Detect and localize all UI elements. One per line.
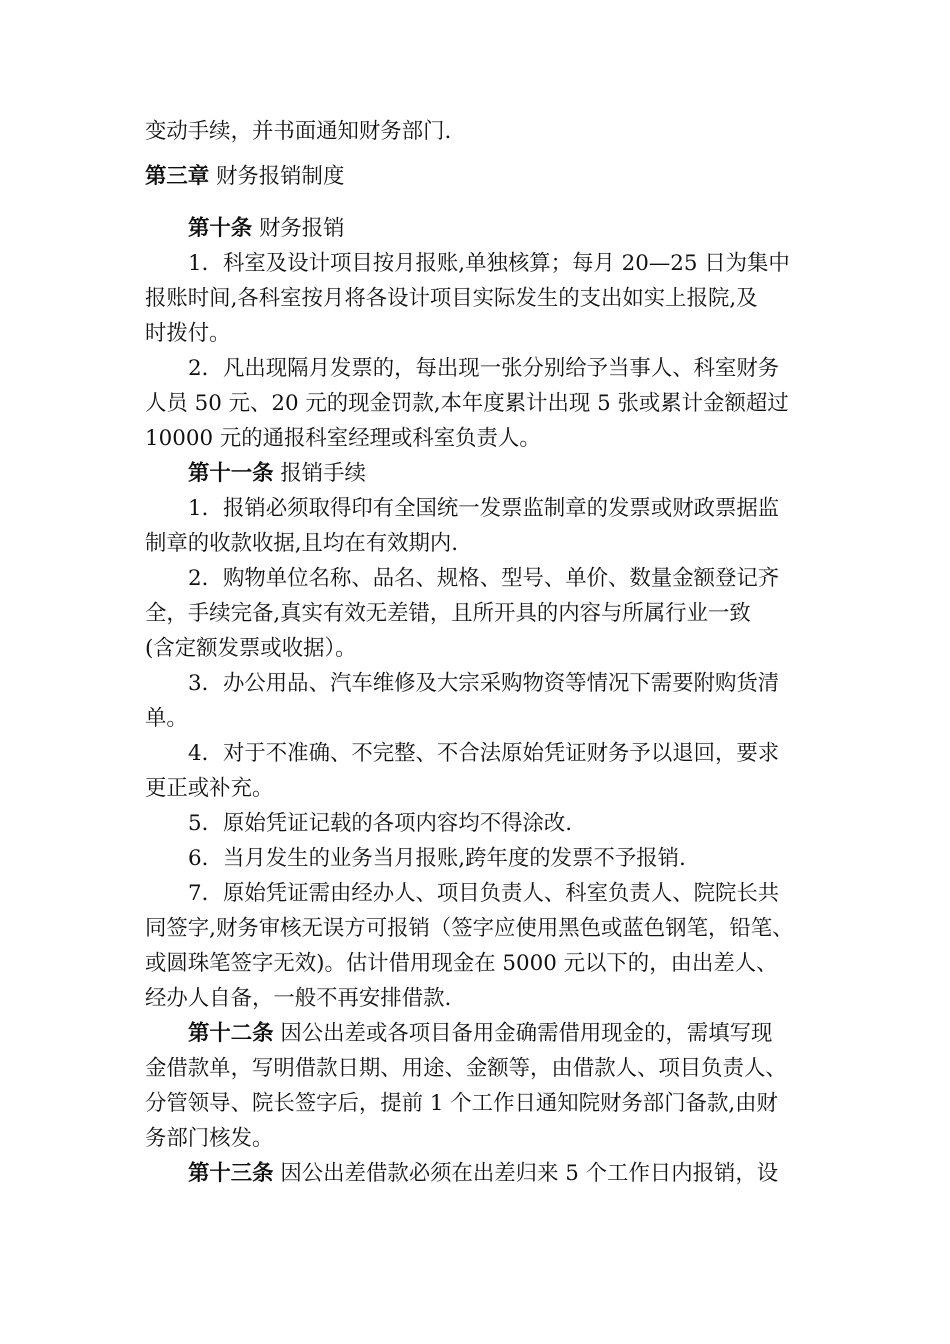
text-line	[145, 529, 458, 559]
line-text: 经办人自备，一般不再安排借款.	[145, 986, 452, 1011]
text-line	[145, 599, 751, 629]
line-text: 分管领导、院长签字后，提前 1 个工作日通知院财务部门备款,由财	[145, 1091, 778, 1116]
text-line	[188, 879, 779, 909]
line-text: 报账时间,各科室按月将各设计项目实际发生的支出如实上报院,及	[145, 286, 758, 311]
line-text: 2．购物单位名称、品名、规格、型号、单价、数量金额登记齐	[188, 566, 780, 591]
line-text: 同签字,财务审核无误方可报销（签字应使用黑色或蓝色钢笔，铅笔、	[145, 916, 794, 941]
line-text: 5．原始凭证记载的各项内容均不得涂改.	[188, 811, 573, 836]
text-line	[145, 1089, 778, 1119]
line-text: 7．原始凭证需由经办人、项目负责人、科室负责人、院院长共	[188, 881, 780, 906]
line-text: 1．科室及设计项目按月报账,单独核算；每月 20—25 日为集中	[188, 251, 790, 276]
text-line	[188, 669, 779, 699]
line-text: 6．当月发生的业务当月报账,跨年度的发票不予报销.	[188, 846, 686, 871]
line-text: 财务报销制度	[209, 164, 345, 189]
text-line	[145, 424, 541, 454]
line-text: 务部门核发。	[145, 1126, 274, 1151]
article-heading: 第三章	[145, 164, 210, 189]
line-text: 因公出差或各项目备用金确需借用现金的，需填写现	[273, 1021, 773, 1046]
text-line	[188, 354, 779, 384]
line-text: 财务报销	[252, 216, 345, 241]
article-heading: 第十条	[188, 216, 253, 241]
line-text: 报销手续	[273, 461, 366, 486]
text-line	[145, 1054, 787, 1084]
text-line	[188, 459, 366, 489]
text-line	[188, 494, 779, 524]
text-line	[188, 1159, 778, 1189]
line-text: 或圆珠笔签字无效)。估计借用现金在 5000 元以下的，由出差人、	[145, 951, 778, 976]
text-line	[145, 984, 451, 1014]
text-line	[145, 319, 231, 349]
article-heading: 第十一条	[188, 461, 274, 486]
text-line	[145, 284, 758, 314]
line-text: 制章的收款收据,且均在有效期内.	[145, 531, 459, 556]
text-line	[188, 844, 686, 874]
text-line	[188, 214, 345, 244]
article-heading: 第十二条	[188, 1021, 274, 1046]
text-line	[188, 564, 779, 594]
line-text: 金借款单，写明借款日期、用途、金额等，由借款人、项目负责人、	[145, 1056, 787, 1081]
text-line	[188, 809, 572, 839]
line-text: 单。	[145, 706, 188, 731]
line-text: 1．报销必须取得印有全国统一发票监制章的发票或财政票据监	[188, 496, 780, 521]
line-text: 3．办公用品、汽车维修及大宗采购物资等情况下需要附购货清	[188, 671, 780, 696]
text-line	[145, 1124, 273, 1154]
text-line	[145, 117, 451, 147]
line-text: 变动手续，并书面通知财务部门.	[145, 119, 452, 144]
line-text: 更正或补充。	[145, 776, 274, 801]
text-line	[188, 249, 790, 279]
line-text: 全，手续完备,真实有效无差错，且所开具的内容与所属行业一致	[145, 601, 751, 626]
text-line	[145, 949, 778, 979]
text-line	[188, 1019, 772, 1049]
text-line	[145, 162, 344, 192]
line-text: 10000 元的通报科室经理或科室负责人。	[145, 426, 541, 451]
text-line	[145, 914, 794, 944]
text-line	[188, 739, 779, 769]
line-text: 4．对于不准确、不完整、不合法原始凭证财务予以退回，要求	[188, 741, 780, 766]
line-text: 因公出差借款必须在出差归来 5 个工作日内报销，设	[273, 1161, 779, 1186]
line-text: 2．凡出现隔月发票的，每出现一张分别给予当事人、科室财务	[188, 356, 780, 381]
text-line	[145, 774, 273, 804]
text-line	[145, 704, 188, 734]
line-text: 时拨付。	[145, 321, 231, 346]
text-line	[145, 389, 789, 419]
line-text: (含定额发票或收据）。	[145, 636, 357, 661]
line-text: 人员 50 元、20 元的现金罚款,本年度累计出现 5 张或累计金额超过	[145, 391, 789, 416]
text-line	[145, 634, 357, 664]
article-heading: 第十三条	[188, 1161, 274, 1186]
